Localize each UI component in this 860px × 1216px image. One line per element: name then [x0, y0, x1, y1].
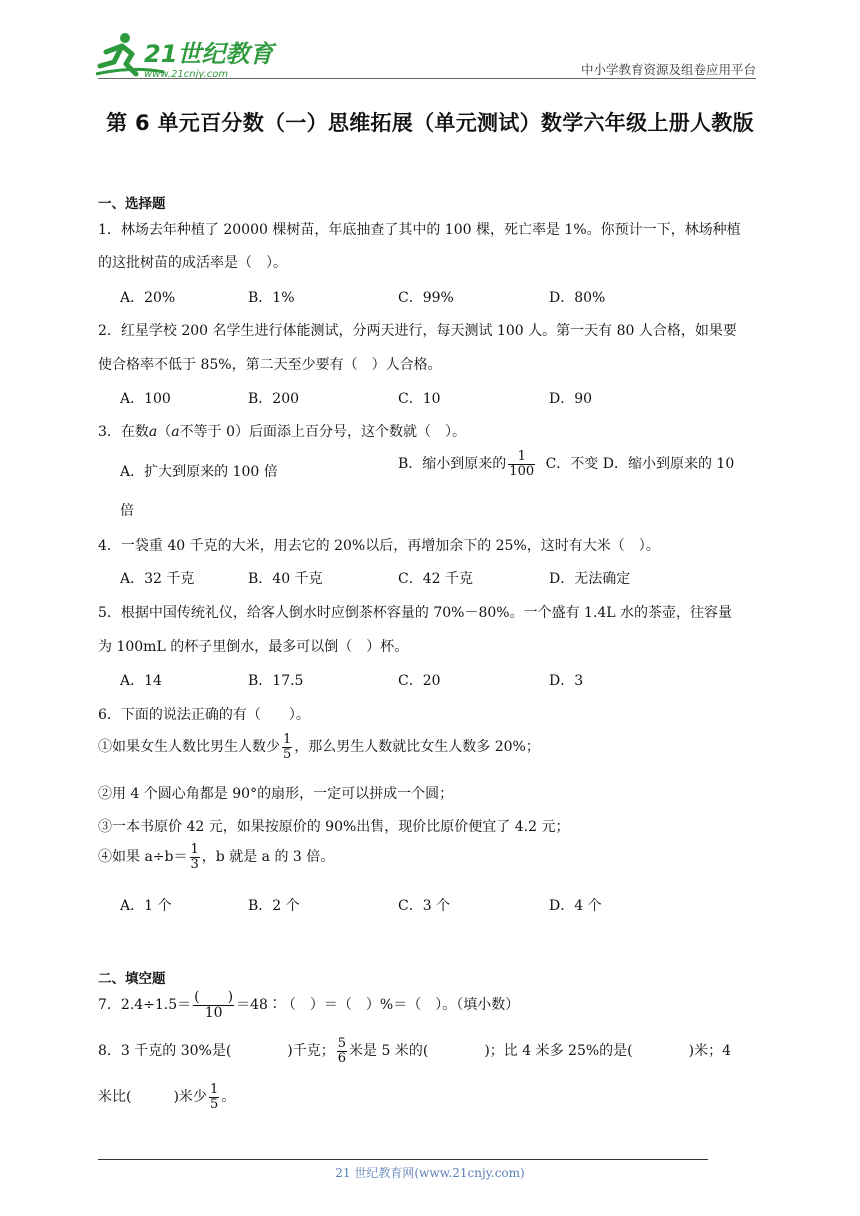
q8-line2-a: 米比(	[98, 1089, 132, 1106]
q3-option-a: A．扩大到原来的 100 倍	[120, 464, 278, 480]
section-heading-choice: 一、选择题	[98, 196, 166, 212]
header-rule	[98, 78, 756, 79]
question-5-line-1: 5．根据中国传统礼仪，给客人倒水时应倒茶杯容量的 70%－80%。一个盛有 1.4L 水的茶壶，往容量	[98, 605, 733, 621]
q8-line2-b: )米少	[173, 1089, 207, 1106]
q3-option-b	[398, 450, 734, 478]
q4-option-d: D．无法确定	[549, 571, 631, 587]
q6-s4-pre: ④如果 a÷b＝	[98, 849, 188, 866]
svg-text:21世纪教育: 21世纪教育	[144, 40, 274, 68]
q1-option-b: B．1%	[248, 290, 295, 306]
q8-fraction-1	[337, 1037, 347, 1065]
q8-f1-numerator: 5	[337, 1036, 347, 1051]
question-8-line-2	[98, 1083, 235, 1111]
q8-part-c: 米是 5 米的(	[349, 1043, 429, 1060]
question-2-line-2: 使合格率不低于 85%，第二天至少要有（ ）人合格。	[98, 357, 442, 373]
q2-option-c: C．10	[398, 391, 441, 407]
q5-option-c: C．20	[398, 673, 441, 689]
q6-s4-numerator: 1	[190, 842, 199, 857]
q3-stem-post: 不等于 0）后面添上百分号，这个数就（ ）。	[179, 424, 466, 440]
q6-statement-1	[98, 733, 540, 761]
q7-pre: 7．2.4÷1.5＝	[98, 997, 192, 1014]
q1-option-c: C．99%	[398, 290, 454, 306]
q8-part-e: )米；4	[688, 1043, 732, 1060]
q6-option-b: B．2 个	[248, 898, 300, 914]
footer-text: 21 世纪教育网(www.21cnjy.com)	[335, 1166, 525, 1180]
q3-option-wrap: 倍	[120, 503, 134, 519]
q5-option-b: B．17.5	[248, 673, 304, 689]
q8-part-d: )；比 4 米多 25%的是(	[484, 1043, 633, 1060]
q6-s1-fraction	[282, 733, 292, 761]
question-4-line-1: 4．一袋重 40 千克的大米，用去它的 20%以后，再增加余下的 25%，这时有大米（ ）。	[98, 538, 660, 554]
question-6-stem: 6．下面的说法正确的有（ ）。	[98, 707, 310, 723]
q3-variable-2: a	[171, 424, 180, 440]
q6-option-d: D．4 个	[549, 898, 602, 914]
q4-option-b: B．40 千克	[248, 571, 323, 587]
platform-name: 中小学教育资源及组卷应用平台	[580, 62, 756, 77]
q3-stem-pre: 3．在数	[98, 424, 149, 440]
q6-s4-post: ，b 就是 a 的 3 倍。	[201, 849, 335, 866]
q8-part-a: 8．3 千克的 30%是(	[98, 1043, 232, 1060]
q8-fraction-2	[209, 1083, 219, 1111]
q3-option-b-text: B．缩小到原来的	[398, 456, 507, 473]
section-heading-fill: 二、填空题	[98, 971, 166, 987]
q3-variable: a	[148, 424, 158, 440]
q6-s1-pre: ①如果女生人数比男生人数少	[98, 739, 280, 756]
q3-fraction-numerator: 1	[508, 450, 535, 465]
q5-option-d: D．3	[549, 673, 584, 689]
q6-s1-denominator: 5	[283, 746, 292, 762]
q4-option-a: A．32 千克	[120, 571, 195, 587]
q6-statement-3: ③一本书原价 42 元，如果按原价的 90%出售，现价比原价便宜了 4.2 元；	[98, 819, 570, 835]
q6-statement-2: ②用 4 个圆心角都是 90°的扇形，一定可以拼成一个圆；	[98, 786, 454, 802]
q6-s1-post: ，那么男生人数就比女生人数多 20%；	[294, 739, 540, 756]
q8-line2-c: 。	[221, 1089, 236, 1106]
q3-fraction	[508, 450, 535, 478]
q7-post: ＝48∶（ ）＝（ ）%＝（ ）。（填小数）	[236, 997, 520, 1014]
q6-s1-numerator: 1	[283, 732, 292, 747]
question-1-line-2: 的这批树苗的成活率是（ ）。	[98, 255, 287, 271]
q6-s4-fraction	[190, 843, 200, 871]
q2-option-b: B．200	[248, 391, 300, 407]
q8-f2-numerator: 1	[209, 1082, 219, 1097]
q2-option-d: D．90	[549, 391, 593, 407]
q8-f1-denominator: 6	[337, 1050, 347, 1066]
q3-option-cd: C．不变 D．缩小到原来的 10	[545, 456, 735, 473]
footer-rule	[98, 1159, 708, 1160]
q7-fraction	[193, 990, 234, 1020]
q1-option-a: A．20%	[120, 290, 176, 306]
q2-option-a: A．100	[120, 391, 171, 407]
question-1-line-1: 1．林场去年种植了 20000 棵树苗，年底抽查了其中的 100 棵，死亡率是 1%。你预计一下，林场种植	[98, 222, 741, 238]
q6-option-a: A．1 个	[120, 898, 172, 914]
question-8-line-1	[98, 1037, 731, 1065]
q6-s4-denominator: 3	[190, 856, 199, 872]
q7-fraction-numerator: ( )	[194, 989, 234, 1005]
q6-option-c: C．3 个	[398, 898, 451, 914]
question-5-line-2: 为 100mL 的杯子里倒水，最多可以倒（ ）杯。	[98, 639, 409, 655]
question-7	[98, 990, 519, 1020]
q4-option-c: C．42 千克	[398, 571, 473, 587]
svg-text:www.21cnjy.com: www.21cnjy.com	[144, 69, 229, 80]
q7-fraction-denominator: 10	[204, 1004, 223, 1021]
q5-option-a: A．14	[120, 673, 162, 689]
q3-stem-mid: （	[157, 424, 172, 440]
q1-option-d: D．80%	[549, 290, 606, 306]
q8-part-b: )千克；	[287, 1043, 335, 1060]
page-title: 第 6 单元百分数（一）思维拓展（单元测试）数学六年级上册人教版	[106, 111, 754, 135]
question-3-stem	[98, 421, 466, 441]
site-logo	[92, 30, 292, 82]
q3-fraction-denominator: 100	[509, 463, 535, 479]
q6-statement-4	[98, 843, 334, 871]
question-2-line-1: 2．红星学校 200 名学生进行体能测试，分两天进行，每天测试 100 人。第一天有 80 人合格，如果要	[98, 323, 737, 339]
q8-f2-denominator: 5	[209, 1096, 219, 1112]
